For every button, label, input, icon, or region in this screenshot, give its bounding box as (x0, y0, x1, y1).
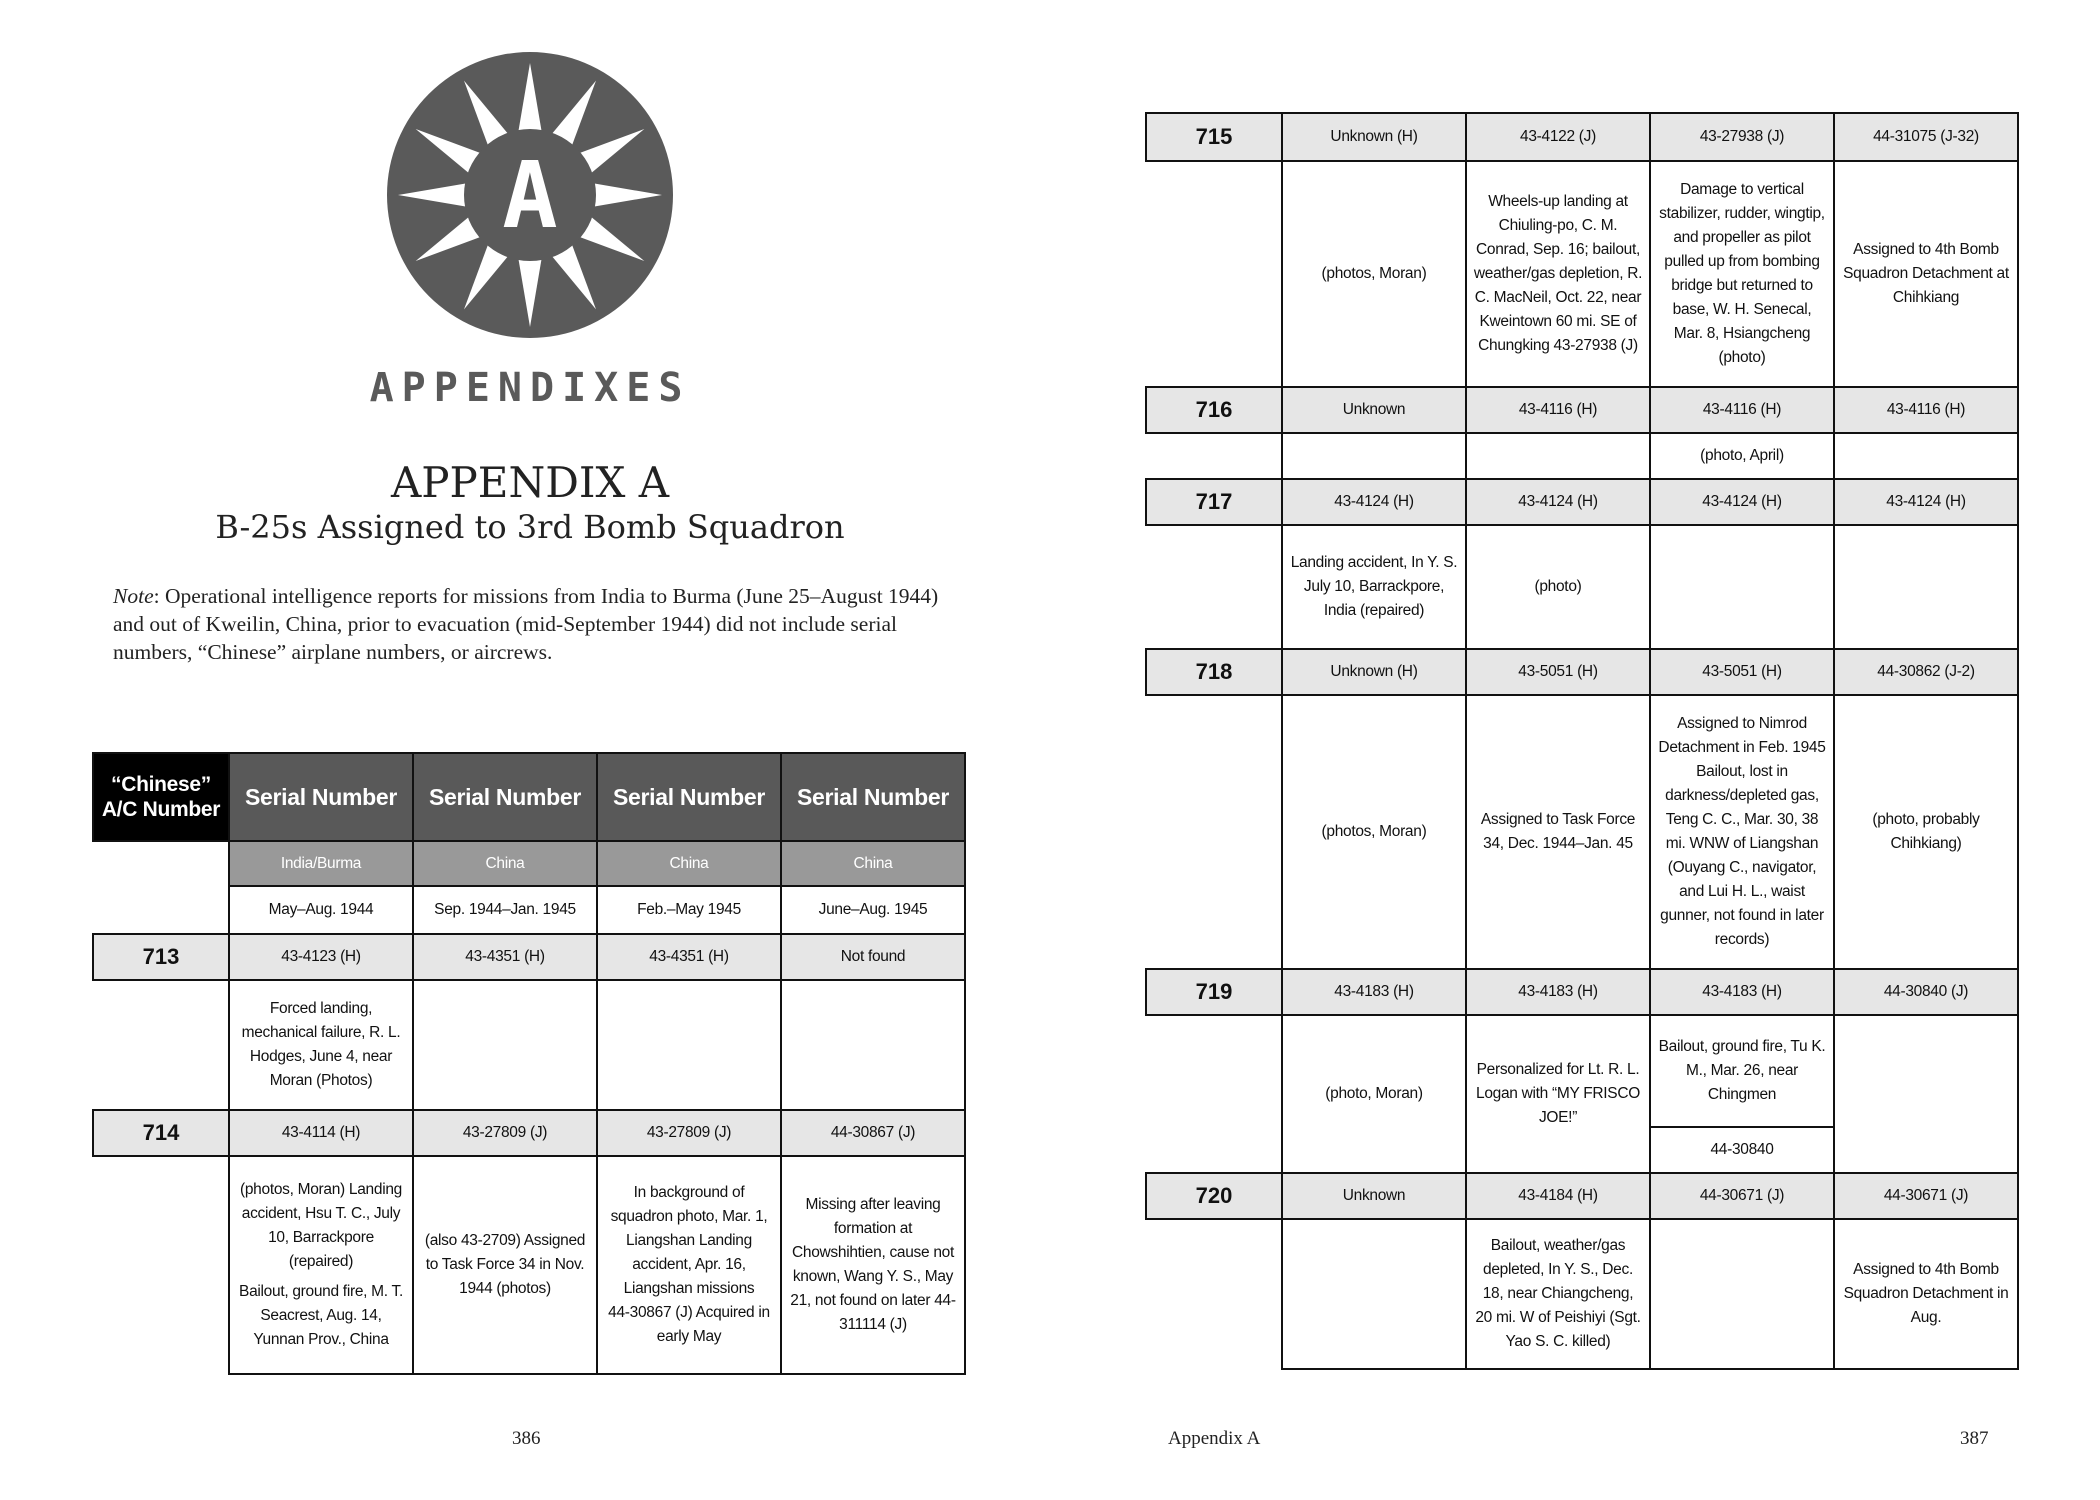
aircraft-row-718 (1146, 649, 2018, 695)
serial-cell: 43-4122 (J) (1466, 113, 1650, 161)
notes-row-715 (1146, 161, 2018, 387)
note-cell (1834, 1015, 2018, 1173)
serial-cell: 43-4183 (H) (1466, 969, 1650, 1015)
note-cell: Assigned to Task Force 34, Dec. 1944–Jan. 45 (1466, 695, 1650, 969)
serial-cell: 43-4124 (H) (1466, 479, 1650, 525)
serial-cell: Unknown (H) (1282, 649, 1466, 695)
serial-number-header: Serial Number (781, 753, 965, 841)
serial-cell: 43-4124 (H) (1834, 479, 2018, 525)
serial-cell: 43-4116 (H) (1650, 387, 1834, 433)
serial-cell: 43-27809 (J) (413, 1110, 597, 1156)
notes-row-717 (1146, 525, 2018, 649)
note-label: Note (113, 584, 154, 608)
serial-cell: Unknown (1282, 387, 1466, 433)
aircraft-table-right (1145, 112, 2019, 1370)
serial-cell: 43-4351 (H) (597, 934, 781, 980)
aircraft-row-719 (1146, 969, 2018, 1015)
serial-cell: 44-30671 (J) (1650, 1173, 1834, 1219)
region-cell: China (413, 841, 597, 886)
ac-number: 716 (1146, 387, 1282, 433)
serial-number-header: Serial Number (413, 753, 597, 841)
appendix-subtitle: B-25s Assigned to 3rd Bomb Squadron (215, 508, 845, 546)
serial-cell: 43-4116 (H) (1834, 387, 2018, 433)
serial-cell: 43-5051 (H) (1650, 649, 1834, 695)
notes-row-713 (93, 980, 965, 1110)
note-text: : Operational intelligence reports for missions from India to Burma (June 25–August 1944) and out of Kweilin, China, prior to evacuation (mid-September 1944) did not include serial numbers, “Chinese” airplane numbers, or aircrews. (113, 584, 939, 664)
note-cell: Bailout, weather/gas depleted, In Y. S., Dec. 18, near Chiangcheng, 20 mi. W of Peishiyi (Sgt. Yao S. C. killed) (1466, 1219, 1650, 1369)
aircraft-row-716 (1146, 387, 2018, 433)
note-cell: (photos, Moran) (1282, 161, 1466, 387)
region-row (93, 841, 965, 886)
period-cell: May–Aug. 1944 (229, 886, 413, 934)
note-text: In background of squadron photo, Mar. 1, Liangshan Landing accident, Apr. 16, Liangshan missions (610, 1184, 768, 1297)
note-cell (1834, 525, 2018, 649)
note-cell: Damage to vertical stabilizer, rudder, wingtip, and propeller as pilot pulled up from bombing bridge but returned to base, W. H. Senecal, Mar. 8, Hsiangcheng (photo) (1650, 161, 1834, 387)
serial-number-header: Serial Number (597, 753, 781, 841)
note-text: (photos, Moran) Landing accident, Hsu T. C., July 10, Barrackpore (repaired) (240, 1181, 402, 1270)
serial-cell: 43-4351 (H) (413, 934, 597, 980)
appendixes-heading: APPENDIXES (369, 365, 691, 411)
ac-number: 718 (1146, 649, 1282, 695)
serial-cell: 44-30867 (J) (781, 1110, 965, 1156)
serial-cell: 44-30840 (J) (1834, 969, 2018, 1015)
note-cell: Missing after leaving formation at Chowshihtien, cause not known, Wang Y. S., May 21, not found on later 44-311114 (J) (781, 1156, 965, 1374)
serial-cell: 44-31075 (J-32) (1834, 113, 2018, 161)
ac-number: 717 (1146, 479, 1282, 525)
aircraft-row-715 (1146, 113, 2018, 161)
period-row (93, 886, 965, 934)
note-cell (1650, 525, 1834, 649)
region-cell: India/Burma (229, 841, 413, 886)
ac-number: 720 (1146, 1173, 1282, 1219)
note-cell: (photos, Moran) (1282, 695, 1466, 969)
note-cell: (photo, probably Chihkiang) (1834, 695, 2018, 969)
notes-row-714 (93, 1156, 965, 1374)
serial-cell: 43-4124 (H) (1650, 479, 1834, 525)
period-cell: Sep. 1944–Jan. 1945 (413, 886, 597, 934)
note-cell (1282, 433, 1466, 479)
ac-number: 714 (93, 1110, 229, 1156)
note-cell: Assigned to 4th Bomb Squadron Detachment in Aug. (1834, 1219, 2018, 1369)
note-cell (597, 1156, 781, 1374)
note-cell (1466, 433, 1650, 479)
serial-cell: 43-4114 (H) (229, 1110, 413, 1156)
note-cell: (also 43-2709) Assigned to Task Force 34 in Nov. 1944 (photos) (413, 1156, 597, 1374)
region-cell: China (781, 841, 965, 886)
aircraft-table-left (92, 752, 966, 1375)
note-cell: Assigned to Nimrod Detachment in Feb. 1945 Bailout, lost in darkness/depleted gas, Teng C. C., Mar. 30, 38 mi. WNW of Liangshan (Ouyang C., navigator, and Lui H. L., waist gunner, not found in later records) (1650, 695, 1834, 969)
appendix-title: APPENDIX A (390, 458, 670, 507)
serial-cell: Not found (781, 934, 965, 980)
serial-cell: 43-27938 (J) (1650, 113, 1834, 161)
note-text: 44-30867 (J) Acquired in early May (608, 1304, 770, 1345)
note-cell: (photo) (1466, 525, 1650, 649)
serial-cell: Unknown (1282, 1173, 1466, 1219)
serial-cell: 43-4124 (H) (1282, 479, 1466, 525)
note-cell (229, 1156, 413, 1374)
note-cell: Landing accident, In Y. S. July 10, Barrackpore, India (repaired) (1282, 525, 1466, 649)
serial-cell: 44-30862 (J-2) (1834, 649, 2018, 695)
serial-number-header: Serial Number (229, 753, 413, 841)
region-cell: China (597, 841, 781, 886)
note-cell: (photo, Moran) (1282, 1015, 1466, 1173)
note-cell: Assigned to 4th Bomb Squadron Detachment at Chihkiang (1834, 161, 2018, 387)
header-row (93, 753, 965, 841)
appendix-emblem (385, 50, 675, 340)
aircraft-row-714 (93, 1110, 965, 1156)
serial-cell: 43-4183 (H) (1282, 969, 1466, 1015)
note-cell (1650, 1219, 1834, 1369)
note-cell: Forced landing, mechanical failure, R. L. Hodges, June 4, near Moran (Photos) (229, 980, 413, 1110)
note-cell (781, 980, 965, 1110)
serial-cell: 43-4183 (H) (1650, 969, 1834, 1015)
note-cell (1834, 433, 2018, 479)
note-cell (413, 980, 597, 1110)
serial-cell: 43-4116 (H) (1466, 387, 1650, 433)
page-number-left: 386 (512, 1428, 541, 1449)
serial-cell: 44-30671 (J) (1834, 1173, 2018, 1219)
note-cell: (photo, April) (1650, 433, 1834, 479)
serial-cell: 43-5051 (H) (1466, 649, 1650, 695)
emblem-letter: A (502, 142, 558, 249)
note-paragraph (113, 582, 953, 666)
page-number-right: 387 (1960, 1428, 1989, 1449)
serial-cell: 43-27809 (J) (597, 1110, 781, 1156)
note-text: Bailout, ground fire, M. T. Seacrest, Aug. 14, Yunnan Prov., China (239, 1283, 403, 1348)
running-footer: Appendix A (1168, 1428, 1261, 1449)
ac-number: 715 (1146, 113, 1282, 161)
serial-cell: 43-4123 (H) (229, 934, 413, 980)
note-cell (597, 980, 781, 1110)
aircraft-row-720 (1146, 1173, 2018, 1219)
note-cell (1282, 1219, 1466, 1369)
aircraft-row-717 (1146, 479, 2018, 525)
notes-row-720 (1146, 1219, 2018, 1369)
period-cell: June–Aug. 1945 (781, 886, 965, 934)
serial-cell: 43-4184 (H) (1466, 1173, 1650, 1219)
notes-row-716 (1146, 433, 2018, 479)
notes-row-718 (1146, 695, 2018, 969)
period-cell: Feb.–May 1945 (597, 886, 781, 934)
serial-cell: Unknown (H) (1282, 113, 1466, 161)
aircraft-row-713 (93, 934, 965, 980)
ac-number: 713 (93, 934, 229, 980)
ac-number: 719 (1146, 969, 1282, 1015)
notes-row-719 (1146, 1015, 2018, 1127)
ac-number-header: “Chinese” A/C Number (93, 753, 229, 841)
extra-serial-cell: 44-30840 (1650, 1127, 1834, 1173)
note-cell: Personalized for Lt. R. L. Logan with “MY FRISCO JOE!” (1466, 1015, 1650, 1173)
note-cell: Wheels-up landing at Chiuling-po, C. M. Conrad, Sep. 16; bailout, weather/gas depletion, R. C. MacNeil, Oct. 22, near Kweintown 60 mi. SE of Chungking 43-27938 (J) (1466, 161, 1650, 387)
note-cell: Bailout, ground fire, Tu K. M., Mar. 26, near Chingmen (1650, 1015, 1834, 1127)
